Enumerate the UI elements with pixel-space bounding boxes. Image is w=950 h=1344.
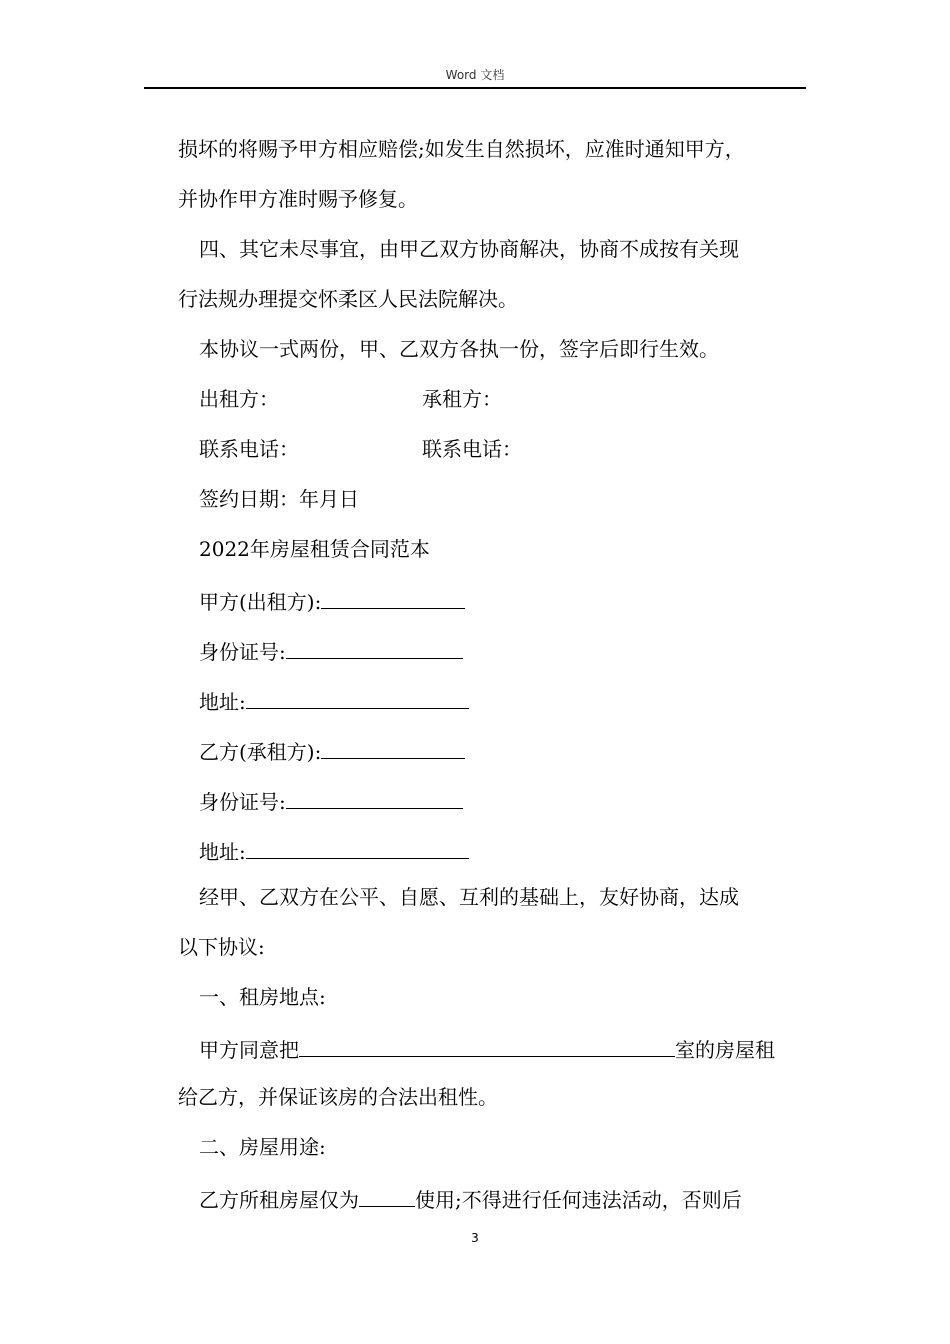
usage-suffix: 使用;不得进行任何违法活动，否则后 — [415, 1188, 742, 1212]
id-b-label: 身份证号: — [199, 790, 286, 814]
body-line: 行法规办理提交怀柔区人民法院解决。 — [178, 287, 518, 311]
fill-blank — [286, 787, 463, 809]
signature-row — [199, 387, 599, 411]
addr-a-label: 地址: — [199, 690, 246, 714]
fill-blank — [246, 687, 469, 709]
id-b-row — [199, 787, 463, 814]
fill-blank — [321, 737, 465, 759]
page-number: 3 — [471, 1231, 479, 1245]
page-header: Word 文档 — [445, 68, 505, 82]
id-a-label: 身份证号: — [199, 640, 286, 664]
body-line: 本协议一式两份，甲、乙双方各执一份，签字后即行生效。 — [199, 337, 719, 361]
fill-blank — [359, 1185, 415, 1207]
sign-date: 签约日期：年月日 — [199, 487, 359, 511]
location-prefix: 甲方同意把 — [199, 1038, 299, 1062]
body-line: 并协作甲方准时赐予修复。 — [178, 187, 418, 211]
usage-row — [199, 1185, 742, 1212]
body-line: 以下协议: — [178, 935, 265, 959]
id-a-row — [199, 637, 463, 664]
lessee-label: 承租方： — [422, 387, 502, 411]
addr-b-row — [199, 837, 469, 864]
phone-label-b: 联系电话： — [422, 437, 522, 461]
party-a-row — [199, 587, 465, 614]
fill-blank — [286, 637, 463, 659]
header-divider — [144, 87, 806, 89]
phone-label-a: 联系电话： — [199, 437, 299, 461]
location-row — [199, 1035, 775, 1062]
fill-blank — [246, 837, 469, 859]
addr-b-label: 地址: — [199, 840, 246, 864]
party-b-row — [199, 737, 465, 764]
usage-prefix: 乙方所租房屋仅为 — [199, 1188, 359, 1212]
location-suffix: 室的房屋租 — [675, 1038, 775, 1062]
addr-a-row — [199, 687, 469, 714]
contract-title: 2022年房屋租赁合同范本 — [199, 537, 430, 561]
lessor-label: 出租方： — [199, 387, 279, 411]
party-b-label: 乙方(承租方): — [199, 740, 322, 764]
section-heading: 一、租房地点: — [199, 985, 326, 1009]
body-line: 给乙方，并保证该房的合法出租性。 — [178, 1085, 498, 1109]
body-line: 经甲、乙双方在公平、自愿、互利的基础上，友好协商，达成 — [199, 885, 739, 909]
body-line: 损坏的将赐予甲方相应赔偿;如发生自然损坏，应准时通知甲方， — [178, 137, 745, 161]
party-a-label: 甲方(出租方): — [199, 590, 322, 614]
section-heading: 二、房屋用途: — [199, 1135, 326, 1159]
fill-blank — [299, 1035, 675, 1057]
fill-blank — [321, 587, 465, 609]
body-line: 四、其它未尽事宜，由甲乙双方协商解决，协商不成按有关现 — [199, 237, 739, 261]
